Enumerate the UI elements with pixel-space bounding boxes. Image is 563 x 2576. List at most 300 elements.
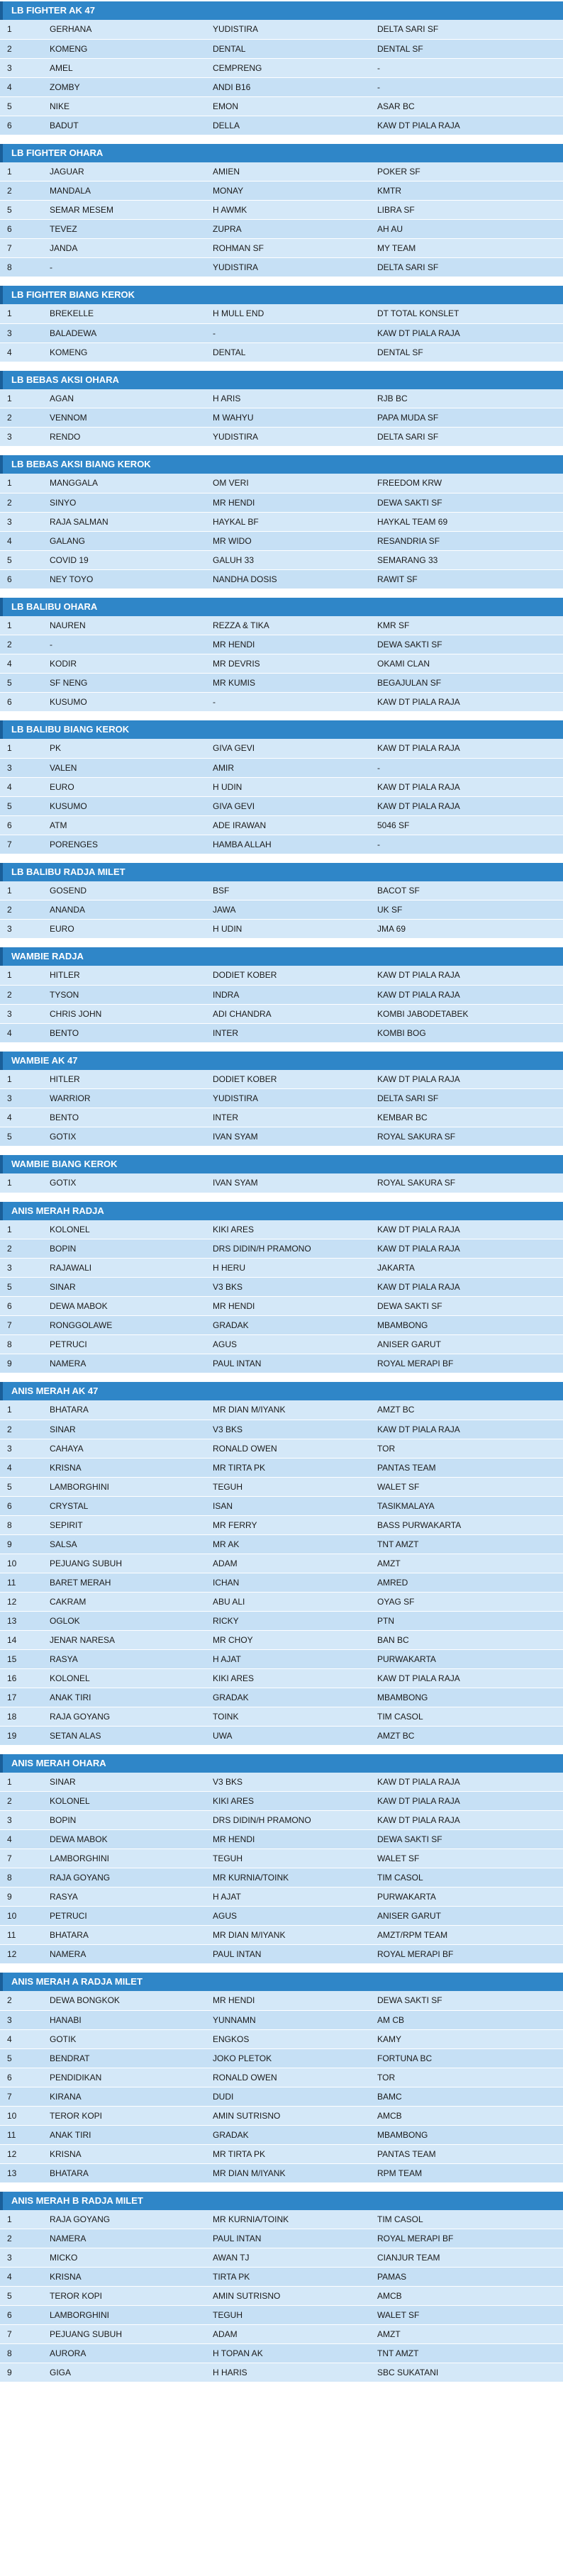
bird-name-cell: HANABI: [43, 2010, 206, 2029]
owner-cell: REZZA & TIKA: [206, 616, 370, 635]
team-cell: KOMBI BOG: [370, 1023, 563, 1042]
table-row: [0, 2229, 563, 2248]
table-row: [0, 1926, 563, 1945]
owner-cell: H AJAT: [206, 1888, 370, 1907]
table-row: [0, 1239, 563, 1259]
owner-cell: IVAN SYAM: [206, 1127, 370, 1147]
rank-cell: 3: [0, 2010, 43, 2029]
team-cell: -: [370, 77, 563, 96]
table-row: [0, 777, 563, 796]
bird-name-cell: BENTO: [43, 1023, 206, 1042]
owner-cell: ABU ALI: [206, 1592, 370, 1611]
team-cell: KAW DT PIALA RAJA: [370, 1220, 563, 1239]
results-table: [0, 474, 563, 589]
owner-cell: MR DEVRIS: [206, 654, 370, 674]
owner-cell: INTER: [206, 1023, 370, 1042]
section-title: LB BEBAS AKSI OHARA: [0, 371, 563, 389]
owner-cell: MR WIDO: [206, 531, 370, 550]
bird-name-cell: GOSEND: [43, 881, 206, 901]
team-cell: DEWA SAKTI SF: [370, 635, 563, 654]
table-row: [0, 1439, 563, 1458]
table-row: [0, 693, 563, 712]
bird-name-cell: KRISNA: [43, 2268, 206, 2287]
owner-cell: EMON: [206, 96, 370, 116]
table-row: [0, 2144, 563, 2163]
owner-cell: MR HENDI: [206, 1297, 370, 1316]
section-title: LB BEBAS AKSI BIANG KEROK: [0, 455, 563, 474]
team-cell: ROYAL SAKURA SF: [370, 1127, 563, 1147]
bird-name-cell: LAMBORGHINI: [43, 1477, 206, 1496]
owner-cell: TOINK: [206, 1707, 370, 1726]
owner-cell: RICKY: [206, 1611, 370, 1630]
owner-cell: MR DIAN M/IYANK: [206, 2163, 370, 2182]
owner-cell: H ARIS: [206, 389, 370, 408]
table-row: [0, 901, 563, 920]
bird-name-cell: BADUT: [43, 116, 206, 135]
rank-cell: 4: [0, 1830, 43, 1849]
rank-cell: 6: [0, 220, 43, 239]
table-row: [0, 1400, 563, 1420]
rank-cell: 5: [0, 96, 43, 116]
rank-cell: 18: [0, 1707, 43, 1726]
table-row: [0, 2363, 563, 2382]
team-cell: RESANDRIA SF: [370, 531, 563, 550]
bird-name-cell: SEPIRIT: [43, 1515, 206, 1534]
table-row: [0, 2268, 563, 2287]
bird-name-cell: ANANDA: [43, 901, 206, 920]
rank-cell: 7: [0, 835, 43, 854]
section-title: ANIS MERAH OHARA: [0, 1754, 563, 1773]
team-cell: KAW DT PIALA RAJA: [370, 966, 563, 985]
results-table: [0, 1773, 563, 1965]
table-row: [0, 1070, 563, 1089]
owner-cell: HAMBA ALLAH: [206, 835, 370, 854]
bird-name-cell: GOTIX: [43, 1173, 206, 1193]
owner-cell: ROHMAN SF: [206, 239, 370, 258]
table-row: [0, 966, 563, 985]
owner-cell: AWAN TJ: [206, 2248, 370, 2268]
bird-name-cell: AURORA: [43, 2344, 206, 2363]
owner-cell: H UDIN: [206, 777, 370, 796]
rank-cell: 2: [0, 1239, 43, 1259]
owner-cell: ENGKOS: [206, 2029, 370, 2048]
bird-name-cell: CHRIS JOHN: [43, 1004, 206, 1023]
team-cell: AMCB: [370, 2287, 563, 2306]
rank-cell: 6: [0, 2068, 43, 2087]
rank-cell: 6: [0, 1297, 43, 1316]
team-cell: TNT AMZT: [370, 1534, 563, 1554]
bird-name-cell: PEJUANG SUBUH: [43, 2325, 206, 2344]
results-table: [0, 304, 563, 362]
table-row: [0, 58, 563, 77]
results-table: [0, 966, 563, 1043]
owner-cell: IVAN SYAM: [206, 1173, 370, 1193]
rank-cell: 5: [0, 550, 43, 569]
owner-cell: CEMPRENG: [206, 58, 370, 77]
bird-name-cell: PETRUCI: [43, 1335, 206, 1354]
team-cell: UK SF: [370, 901, 563, 920]
table-row: [0, 1534, 563, 1554]
bird-name-cell: GERHANA: [43, 20, 206, 39]
owner-cell: TEGUH: [206, 1849, 370, 1868]
owner-cell: ADI CHANDRA: [206, 1004, 370, 1023]
team-cell: -: [370, 758, 563, 777]
rank-cell: 4: [0, 654, 43, 674]
result-section: [0, 286, 563, 362]
owner-cell: AMIN SUTRISNO: [206, 2287, 370, 2306]
bird-name-cell: BREKELLE: [43, 304, 206, 323]
rank-cell: 4: [0, 1458, 43, 1477]
table-row: [0, 1297, 563, 1316]
rank-cell: 8: [0, 1335, 43, 1354]
owner-cell: YUDISTIRA: [206, 20, 370, 39]
bird-name-cell: PENDIDIKAN: [43, 2068, 206, 2087]
results-table: [0, 2210, 563, 2383]
owner-cell: MR HENDI: [206, 1830, 370, 1849]
rank-cell: 7: [0, 1316, 43, 1335]
bird-name-cell: BOPIN: [43, 1811, 206, 1830]
table-row: [0, 512, 563, 531]
result-section: [0, 1973, 563, 2183]
table-row: [0, 162, 563, 182]
owner-cell: YUDISTIRA: [206, 258, 370, 277]
owner-cell: NANDHA DOSIS: [206, 569, 370, 589]
rank-cell: 3: [0, 1439, 43, 1458]
table-row: [0, 531, 563, 550]
section-title: LB BALIBU BIANG KEROK: [0, 720, 563, 739]
table-row: [0, 474, 563, 493]
bird-name-cell: RONGGOLAWE: [43, 1316, 206, 1335]
table-row: [0, 116, 563, 135]
rank-cell: 8: [0, 258, 43, 277]
table-row: [0, 654, 563, 674]
rank-cell: 1: [0, 881, 43, 901]
table-row: [0, 739, 563, 758]
rank-cell: 1: [0, 1173, 43, 1193]
section-title: LB BALIBU OHARA: [0, 598, 563, 616]
team-cell: MBAMBONG: [370, 1316, 563, 1335]
owner-cell: RONALD OWEN: [206, 1439, 370, 1458]
bird-name-cell: RAJA GOYANG: [43, 2210, 206, 2229]
bird-name-cell: KODIR: [43, 654, 206, 674]
table-row: [0, 1496, 563, 1515]
rank-cell: 8: [0, 1868, 43, 1888]
team-cell: SEMARANG 33: [370, 550, 563, 569]
owner-cell: MR AK: [206, 1534, 370, 1554]
team-cell: PURWAKARTA: [370, 1888, 563, 1907]
table-row: [0, 569, 563, 589]
results-table: [0, 1070, 563, 1147]
rank-cell: 4: [0, 777, 43, 796]
rank-cell: 9: [0, 2363, 43, 2382]
result-section: [0, 371, 563, 447]
table-row: [0, 2344, 563, 2363]
bird-name-cell: BENTO: [43, 1108, 206, 1127]
team-cell: MBAMBONG: [370, 1688, 563, 1707]
team-cell: 5046 SF: [370, 815, 563, 835]
bird-name-cell: RASYA: [43, 1649, 206, 1668]
rank-cell: 12: [0, 1592, 43, 1611]
bird-name-cell: ATM: [43, 815, 206, 835]
result-section: [0, 1754, 563, 1965]
result-section: [0, 1155, 563, 1193]
table-row: [0, 1668, 563, 1688]
rank-cell: 14: [0, 1630, 43, 1649]
table-row: [0, 342, 563, 362]
bird-name-cell: CAKRAM: [43, 1592, 206, 1611]
owner-cell: JOKO PLETOK: [206, 2048, 370, 2068]
rank-cell: 5: [0, 1278, 43, 1297]
rank-cell: 11: [0, 2125, 43, 2144]
bird-name-cell: GOTIK: [43, 2029, 206, 2048]
table-row: [0, 1023, 563, 1042]
bird-name-cell: RAJA SALMAN: [43, 512, 206, 531]
table-row: [0, 1630, 563, 1649]
bird-name-cell: KRISNA: [43, 1458, 206, 1477]
result-section: [0, 144, 563, 278]
bird-name-cell: KUSUMO: [43, 796, 206, 815]
team-cell: TIM CASOL: [370, 2210, 563, 2229]
owner-cell: ISAN: [206, 1496, 370, 1515]
team-cell: DEWA SAKTI SF: [370, 1830, 563, 1849]
team-cell: KEMBAR BC: [370, 1108, 563, 1127]
owner-cell: MR KURNIA/TOINK: [206, 2210, 370, 2229]
owner-cell: KIKI ARES: [206, 1792, 370, 1811]
bird-name-cell: MICKO: [43, 2248, 206, 2268]
table-row: [0, 1611, 563, 1630]
rank-cell: 1: [0, 966, 43, 985]
owner-cell: PAUL INTAN: [206, 1354, 370, 1373]
result-section: [0, 1, 563, 135]
owner-cell: ADAM: [206, 1554, 370, 1573]
table-row: [0, 493, 563, 512]
owner-cell: DUDI: [206, 2087, 370, 2106]
team-cell: ROYAL MERAPI BF: [370, 2229, 563, 2248]
table-row: [0, 2163, 563, 2182]
table-row: [0, 985, 563, 1004]
team-cell: AMRED: [370, 1573, 563, 1592]
table-row: [0, 1849, 563, 1868]
bird-name-cell: JANDA: [43, 239, 206, 258]
bird-name-cell: TEROR KOPI: [43, 2287, 206, 2306]
rank-cell: 1: [0, 2210, 43, 2229]
owner-cell: TEGUH: [206, 2306, 370, 2325]
bird-name-cell: MANGGALA: [43, 474, 206, 493]
table-row: [0, 1354, 563, 1373]
owner-cell: M WAHYU: [206, 408, 370, 428]
bird-name-cell: SINAR: [43, 1420, 206, 1439]
owner-cell: MR HENDI: [206, 635, 370, 654]
owner-cell: H AWMK: [206, 201, 370, 220]
table-row: [0, 1220, 563, 1239]
table-row: [0, 920, 563, 939]
result-section: [0, 1052, 563, 1147]
owner-cell: H UDIN: [206, 920, 370, 939]
bird-name-cell: KRISNA: [43, 2144, 206, 2163]
bird-name-cell: KOMENG: [43, 39, 206, 58]
bird-name-cell: WARRIOR: [43, 1089, 206, 1108]
table-row: [0, 2029, 563, 2048]
bird-name-cell: OGLOK: [43, 1611, 206, 1630]
owner-cell: H TOPAN AK: [206, 2344, 370, 2363]
rank-cell: 2: [0, 2229, 43, 2248]
rank-cell: 3: [0, 1259, 43, 1278]
team-cell: BEGAJULAN SF: [370, 674, 563, 693]
rank-cell: 3: [0, 1089, 43, 1108]
team-cell: DELTA SARI SF: [370, 20, 563, 39]
bird-name-cell: HITLER: [43, 1070, 206, 1089]
bird-name-cell: DEWA MABOK: [43, 1830, 206, 1849]
team-cell: KAW DT PIALA RAJA: [370, 1792, 563, 1811]
owner-cell: ADAM: [206, 2325, 370, 2344]
team-cell: BAMC: [370, 2087, 563, 2106]
rank-cell: 4: [0, 531, 43, 550]
section-title: WAMBIE AK 47: [0, 1052, 563, 1070]
owner-cell: -: [206, 693, 370, 712]
owner-cell: AGUS: [206, 1907, 370, 1926]
rank-cell: 2: [0, 408, 43, 428]
rank-cell: 8: [0, 1515, 43, 1534]
team-cell: OKAMI CLAN: [370, 654, 563, 674]
table-row: [0, 1707, 563, 1726]
team-cell: KAW DT PIALA RAJA: [370, 1278, 563, 1297]
owner-cell: AMIR: [206, 758, 370, 777]
owner-cell: ANDI B16: [206, 77, 370, 96]
team-cell: AMCB: [370, 2106, 563, 2125]
bird-name-cell: SETAN ALAS: [43, 1726, 206, 1745]
team-cell: -: [370, 58, 563, 77]
rank-cell: 9: [0, 1534, 43, 1554]
team-cell: ROYAL SAKURA SF: [370, 1173, 563, 1193]
team-cell: BASS PURWAKARTA: [370, 1515, 563, 1534]
owner-cell: MR FERRY: [206, 1515, 370, 1534]
team-cell: TNT AMZT: [370, 2344, 563, 2363]
rank-cell: 3: [0, 512, 43, 531]
rank-cell: 2: [0, 901, 43, 920]
rank-cell: 3: [0, 428, 43, 447]
section-title: WAMBIE BIANG KEROK: [0, 1155, 563, 1173]
bird-name-cell: KUSUMO: [43, 693, 206, 712]
team-cell: CIANJUR TEAM: [370, 2248, 563, 2268]
team-cell: POKER SF: [370, 162, 563, 182]
owner-cell: RONALD OWEN: [206, 2068, 370, 2087]
table-row: [0, 408, 563, 428]
table-row: [0, 1830, 563, 1849]
owner-cell: YUNNAMN: [206, 2010, 370, 2029]
bird-name-cell: PORENGES: [43, 835, 206, 854]
team-cell: AMZT: [370, 2325, 563, 2344]
section-title: WAMBIE RADJA: [0, 947, 563, 966]
table-row: [0, 1554, 563, 1573]
team-cell: AMZT BC: [370, 1400, 563, 1420]
table-row: [0, 1458, 563, 1477]
rank-cell: 2: [0, 985, 43, 1004]
results-table: [0, 881, 563, 939]
bird-name-cell: SINAR: [43, 1773, 206, 1792]
rank-cell: 9: [0, 1888, 43, 1907]
team-cell: HAYKAL TEAM 69: [370, 512, 563, 531]
owner-cell: INDRA: [206, 985, 370, 1004]
team-cell: PTN: [370, 1611, 563, 1630]
owner-cell: JAWA: [206, 901, 370, 920]
owner-cell: ZUPRA: [206, 220, 370, 239]
table-row: [0, 2325, 563, 2344]
rank-cell: 4: [0, 1023, 43, 1042]
rank-cell: 6: [0, 815, 43, 835]
table-row: [0, 1792, 563, 1811]
bird-name-cell: JENAR NARESA: [43, 1630, 206, 1649]
rank-cell: 16: [0, 1668, 43, 1688]
table-row: [0, 2287, 563, 2306]
bird-name-cell: NAUREN: [43, 616, 206, 635]
rank-cell: 1: [0, 739, 43, 758]
rank-cell: 15: [0, 1649, 43, 1668]
team-cell: DELTA SARI SF: [370, 1089, 563, 1108]
team-cell: KAW DT PIALA RAJA: [370, 739, 563, 758]
team-cell: KAW DT PIALA RAJA: [370, 1773, 563, 1792]
owner-cell: DELLA: [206, 116, 370, 135]
bird-name-cell: JAGUAR: [43, 162, 206, 182]
rank-cell: 2: [0, 1991, 43, 2010]
bird-name-cell: KOLONEL: [43, 1220, 206, 1239]
rank-cell: 13: [0, 1611, 43, 1630]
table-row: [0, 635, 563, 654]
owner-cell: H MULL END: [206, 304, 370, 323]
rank-cell: 4: [0, 1108, 43, 1127]
table-row: [0, 1868, 563, 1888]
table-row: [0, 258, 563, 277]
team-cell: RPM TEAM: [370, 2163, 563, 2182]
owner-cell: -: [206, 323, 370, 342]
team-cell: DELTA SARI SF: [370, 428, 563, 447]
section-title: ANIS MERAH B RADJA MILET: [0, 2192, 563, 2210]
owner-cell: KIKI ARES: [206, 1668, 370, 1688]
team-cell: KAW DT PIALA RAJA: [370, 796, 563, 815]
table-row: [0, 1515, 563, 1534]
table-row: [0, 2125, 563, 2144]
table-row: [0, 1259, 563, 1278]
team-cell: DEWA SAKTI SF: [370, 1297, 563, 1316]
owner-cell: TIRTA PK: [206, 2268, 370, 2287]
table-row: [0, 182, 563, 201]
team-cell: DENTAL SF: [370, 39, 563, 58]
table-row: [0, 1592, 563, 1611]
table-row: [0, 2087, 563, 2106]
team-cell: ANISER GARUT: [370, 1335, 563, 1354]
bird-name-cell: BARET MERAH: [43, 1573, 206, 1592]
team-cell: KAW DT PIALA RAJA: [370, 116, 563, 135]
bird-name-cell: SINAR: [43, 1278, 206, 1297]
owner-cell: GIVA GEVI: [206, 739, 370, 758]
team-cell: AMZT/RPM TEAM: [370, 1926, 563, 1945]
result-section: [0, 720, 563, 854]
team-cell: KAW DT PIALA RAJA: [370, 1811, 563, 1830]
owner-cell: MR CHOY: [206, 1630, 370, 1649]
bird-name-cell: CRYSTAL: [43, 1496, 206, 1515]
bird-name-cell: KOMENG: [43, 342, 206, 362]
rank-cell: 9: [0, 1354, 43, 1373]
owner-cell: HAYKAL BF: [206, 512, 370, 531]
section-title: ANIS MERAH RADJA: [0, 1202, 563, 1220]
table-row: [0, 674, 563, 693]
bird-name-cell: TYSON: [43, 985, 206, 1004]
team-cell: TOR: [370, 2068, 563, 2087]
table-row: [0, 758, 563, 777]
owner-cell: GRADAK: [206, 1688, 370, 1707]
section-title: LB FIGHTER BIANG KEROK: [0, 286, 563, 304]
rank-cell: 4: [0, 77, 43, 96]
table-row: [0, 1688, 563, 1707]
